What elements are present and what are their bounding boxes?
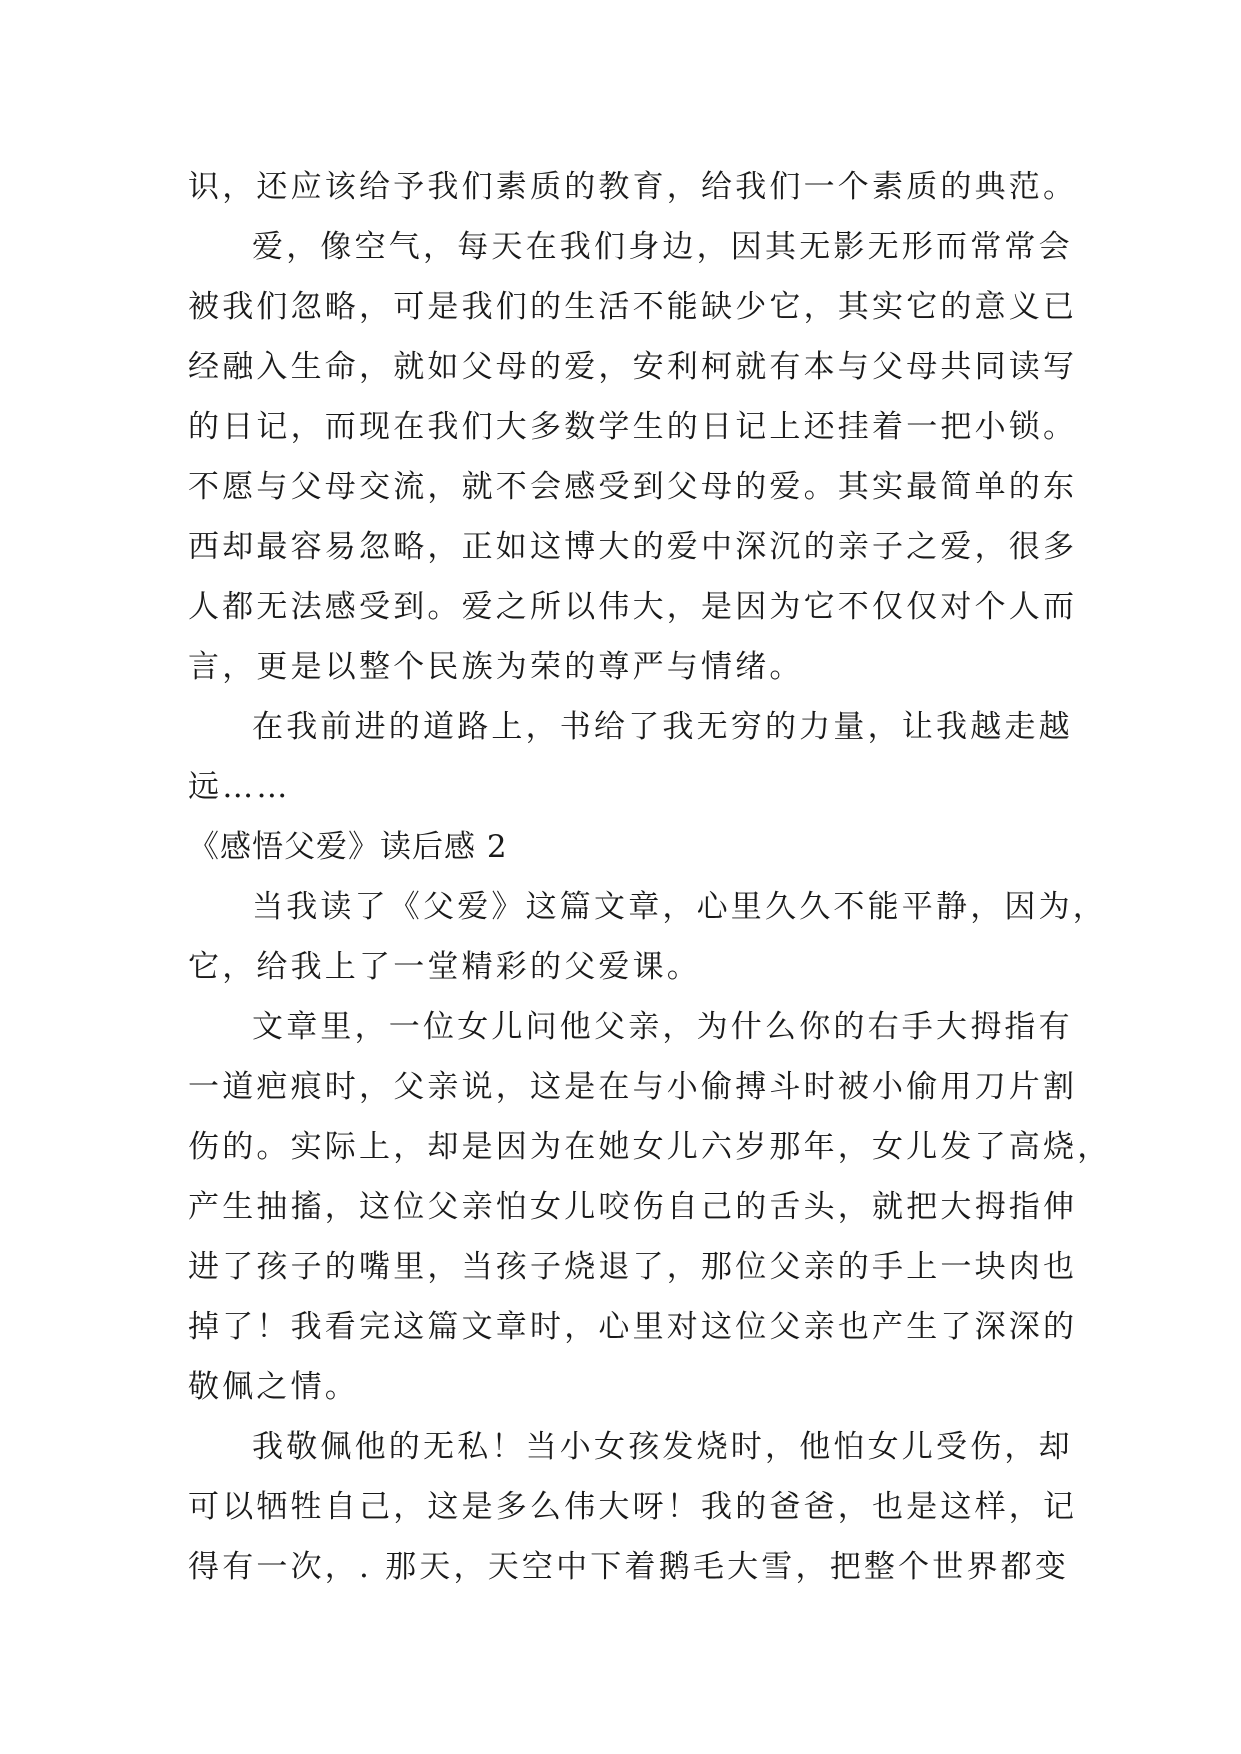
paragraph-start: 我敬佩他的无私！当小女孩发烧时，他怕女儿受伤，却 [252, 1429, 1073, 1465]
text-line: 它，给我上了一堂精彩的父爱课。 [188, 949, 701, 985]
text-line: 不愿与父母交流，就不会感受到父母的爱。其实最简单的东 [188, 469, 1078, 505]
text-line: 的日记，而现在我们大多数学生的日记上还挂着一把小锁。 [188, 409, 1078, 445]
text-line: 经融入生命，就如父母的爱，安利柯就有本与父母共同读写 [188, 349, 1078, 385]
text-line: 一道疤痕时，父亲说，这是在与小偷搏斗时被小偷用刀片割 [188, 1069, 1078, 1105]
section-title: 《感悟父爱》读后感 2 [188, 829, 508, 865]
text-line: 西却最容易忽略，正如这博大的爱中深沉的亲子之爱，很多 [188, 529, 1078, 565]
text-line: 言，更是以整个民族为荣的尊严与情绪。 [188, 649, 804, 685]
text-line: 产生抽搐，这位父亲怕女儿咬伤自己的舌头，就把大拇指伸 [188, 1189, 1078, 1225]
text-line: 掉了！我看完这篇文章时，心里对这位父亲也产生了深深的 [188, 1309, 1078, 1345]
text-line: 敬佩之情。 [188, 1369, 359, 1405]
text-line: 识，还应该给予我们素质的教育，给我们一个素质的典范。 [188, 169, 1078, 205]
text-line: 伤的。实际上，却是因为在她女儿六岁那年，女儿发了高烧， [188, 1129, 1112, 1165]
paragraph-start: 爱，像空气，每天在我们身边，因其无影无形而常常会 [252, 229, 1073, 265]
paragraph-start: 当我读了《父爱》这篇文章，心里久久不能平静，因为， [252, 889, 1107, 925]
text-line: 可以牺牲自己，这是多么伟大呀！我的爸爸，也是这样，记 [188, 1489, 1078, 1525]
text-line: 人都无法感受到。爱之所以伟大，是因为它不仅仅对个人而 [188, 589, 1078, 625]
text-line: 远…… [188, 769, 291, 805]
text-line: 被我们忽略，可是我们的生活不能缺少它，其实它的意义已 [188, 289, 1078, 325]
text-line: 得有一次，. 那天，天空中下着鹅毛大雪，把整个世界都变 [188, 1549, 1070, 1585]
paragraph-start: 文章里，一位女儿问他父亲，为什么你的右手大拇指有 [252, 1009, 1073, 1045]
paragraph-start: 在我前进的道路上，书给了我无穷的力量，让我越走越 [252, 709, 1073, 745]
text-line: 进了孩子的嘴里，当孩子烧退了，那位父亲的手上一块肉也 [188, 1249, 1078, 1285]
